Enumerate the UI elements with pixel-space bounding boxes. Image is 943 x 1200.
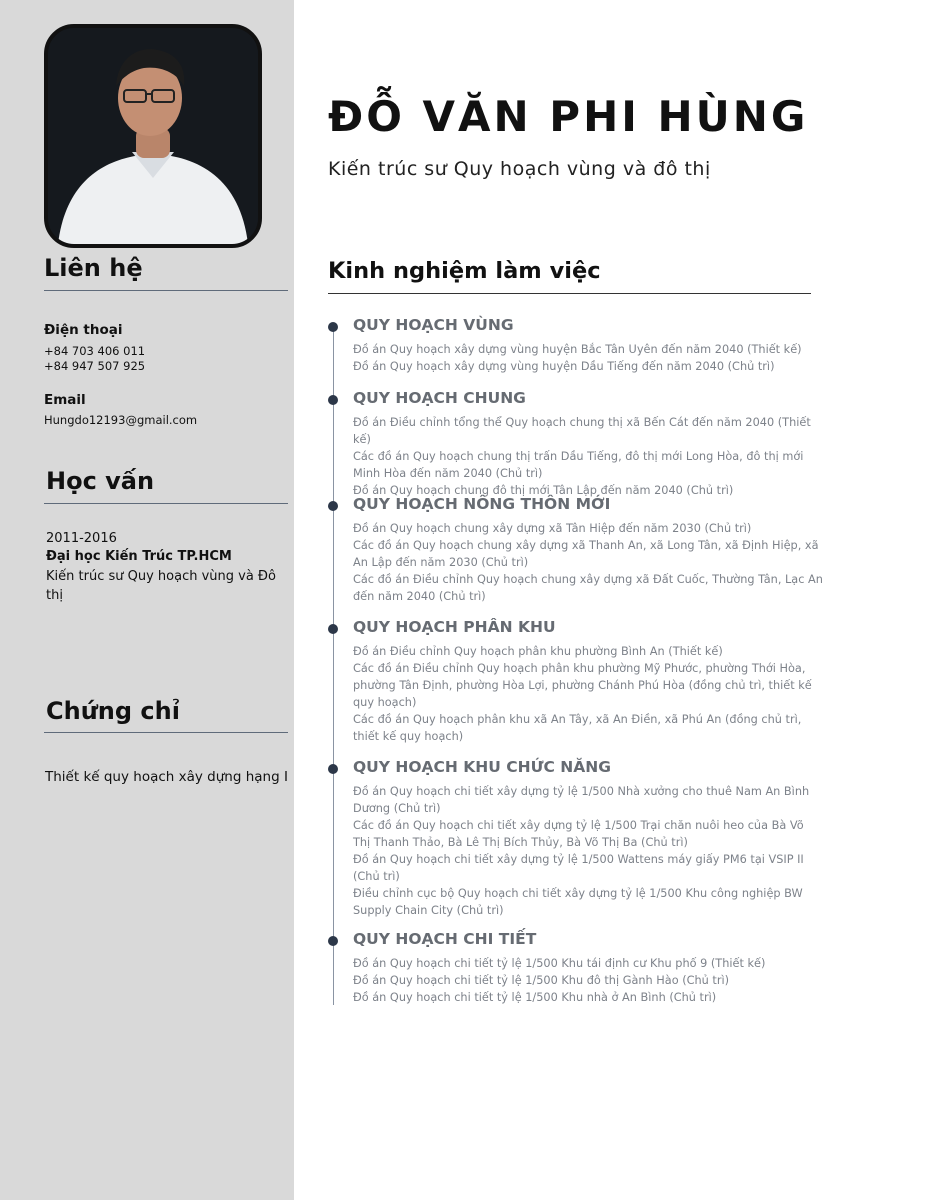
timeline-dot — [328, 501, 338, 511]
section-item: Các đồ án Điều chỉnh Quy hoạch phân khu phường Mỹ Phước, phường Thới Hòa, phường Tân Định, phường Hòa Lợi, phường Chánh Phú Hòa (đồng chủ trì, thiết kế quy hoạch) — [353, 662, 812, 709]
contact-divider — [44, 290, 288, 291]
section-item: Các đồ án Quy hoạch chung xây dựng xã Thanh An, xã Long Tân, xã Định Hiệp, xã An Lập đến năm 2030 (Chủ trì) — [353, 539, 819, 569]
timeline-line — [333, 328, 334, 1005]
section-title: QUY HOẠCH CHI TIẾT — [353, 930, 537, 948]
timeline-dot — [328, 322, 338, 332]
section-title: QUY HOẠCH PHÂN KHU — [353, 618, 556, 636]
email-label: Email — [44, 392, 86, 408]
certificates-divider — [44, 732, 288, 733]
section-title: QUY HOẠCH KHU CHỨC NĂNG — [353, 758, 611, 776]
education-school: Đại học Kiến Trúc TP.HCM — [46, 549, 232, 564]
timeline-dot — [328, 764, 338, 774]
experience-section — [353, 389, 823, 499]
section-title: QUY HOẠCH CHUNG — [353, 389, 526, 407]
certificates-heading: Chứng chỉ — [46, 697, 180, 725]
experience-divider — [328, 293, 811, 294]
section-item: Đồ án Điều chỉnh Quy hoạch phân khu phường Bình An (Thiết kế) — [353, 645, 723, 658]
education-years: 2011-2016 — [46, 531, 117, 546]
phone-label: Điện thoại — [44, 322, 123, 338]
experience-section — [353, 758, 823, 919]
experience-section — [353, 930, 823, 1006]
certificate-item: Thiết kế quy hoạch xây dựng hạng I — [45, 769, 288, 785]
experience-heading: Kinh nghiệm làm việc — [328, 258, 601, 284]
contact-heading: Liên hệ — [44, 254, 143, 282]
education-major: Kiến trúc sư Quy hoạch vùng và Đô thị — [46, 569, 276, 603]
section-item: Các đồ án Điều chỉnh Quy hoạch chung xây dựng xã Đất Cuốc, Thường Tân, Lạc An đến năm 2040 (Chủ trì) — [353, 573, 823, 603]
section-item: Đồ án Quy hoạch chi tiết tỷ lệ 1/500 Khu tái định cư Khu phố 9 (Thiết kế) — [353, 957, 766, 970]
timeline-dot — [328, 624, 338, 634]
candidate-name: ĐỖ VĂN PHI HÙNG — [328, 92, 809, 141]
section-item: Các đồ án Quy hoạch chung thị trấn Dầu Tiếng, đô thị mới Long Hòa, đô thị mới Minh Hòa đến năm 2040 (Chủ trì) — [353, 450, 804, 480]
profile-photo — [44, 24, 262, 248]
timeline-dot — [328, 395, 338, 405]
section-item: Đồ án Quy hoạch chi tiết xây dựng tỷ lệ 1/500 Nhà xưởng cho thuê Nam An Bình Dương (Chủ trì) — [353, 785, 810, 815]
section-item: Đồ án Quy hoạch chung xây dựng xã Tân Hiệp đến năm 2030 (Chủ trì) — [353, 522, 752, 535]
section-title: QUY HOẠCH NÔNG THÔN MỚI — [353, 495, 611, 513]
education-heading: Học vấn — [46, 467, 155, 495]
experience-section — [353, 618, 823, 745]
sidebar — [0, 0, 294, 1200]
section-title: QUY HOẠCH VÙNG — [353, 316, 514, 334]
email-address: Hungdo12193@gmail.com — [44, 413, 198, 427]
timeline-dot — [328, 936, 338, 946]
phone-number-1: +84 703 406 011 — [44, 344, 146, 358]
section-item: Điều chỉnh cục bộ Quy hoạch chi tiết xây dựng tỷ lệ 1/500 Khu công nghiệp BW Supply Chain City (Chủ trì) — [353, 887, 803, 917]
section-item: Đồ án Quy hoạch chi tiết tỷ lệ 1/500 Khu đô thị Gành Hào (Chủ trì) — [353, 974, 730, 987]
experience-section — [353, 495, 823, 605]
section-item: Đồ án Quy hoạch chung đô thị mới Tân Lập đến năm 2040 (Chủ trì) — [353, 484, 734, 497]
section-item: Đồ án Quy hoạch xây dựng vùng huyện Dầu Tiếng đến năm 2040 (Chủ trì) — [353, 360, 775, 373]
section-item: Đồ án Quy hoạch xây dựng vùng huyện Bắc Tân Uyên đến năm 2040 (Thiết kế) — [353, 343, 802, 356]
experience-section — [353, 316, 823, 375]
education-divider — [44, 503, 288, 504]
section-item: Đồ án Quy hoạch chi tiết tỷ lệ 1/500 Khu nhà ở An Bình (Chủ trì) — [353, 991, 717, 1004]
section-item: Các đồ án Quy hoạch chi tiết xây dựng tỷ lệ 1/500 Trại chăn nuôi heo của Bà Võ Thị Thanh Thảo, Bà Lê Thị Bích Thủy, Bà Võ Thị Ba (Chủ trì) — [353, 819, 804, 849]
phone-number-2: +84 947 507 925 — [44, 359, 146, 373]
section-item: Đồ án Quy hoạch chi tiết xây dựng tỷ lệ 1/500 Wattens máy giấy PM6 tại VSIP II (Chủ trì) — [353, 853, 804, 883]
candidate-subtitle: Kiến trúc sư Quy hoạch vùng và đô thị — [328, 158, 711, 180]
section-item: Đồ án Điều chỉnh tổng thể Quy hoạch chung thị xã Bến Cát đến năm 2040 (Thiết kế) — [353, 416, 811, 446]
profile-photo-image — [48, 28, 258, 244]
section-item: Các đồ án Quy hoạch phân khu xã An Tây, xã An Điền, xã Phú An (đồng chủ trì, thiết kế quy hoạch) — [353, 713, 802, 743]
